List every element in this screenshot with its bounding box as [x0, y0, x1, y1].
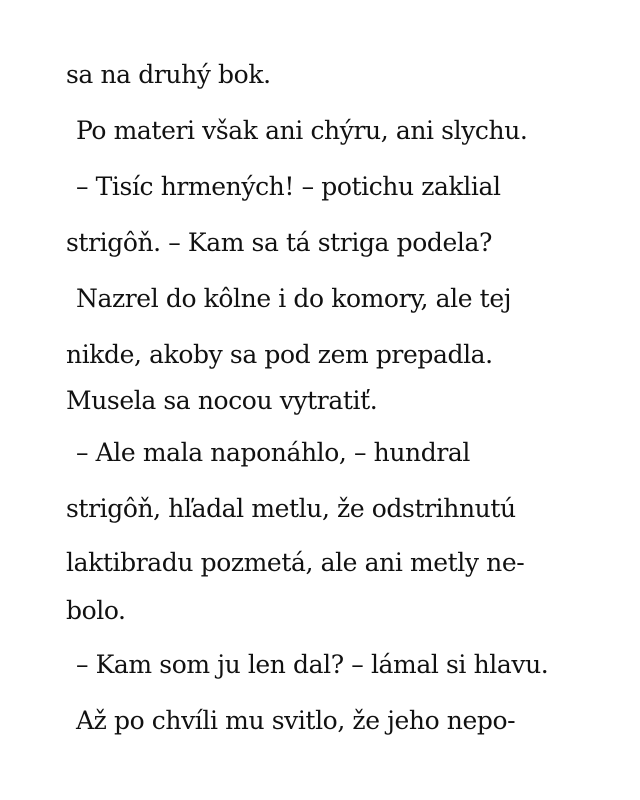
- text-line: nikde, akoby sa pod zem prepadla.: [66, 340, 493, 369]
- text-line: strigôň, hľadal metlu, že odstrihnutú: [66, 494, 516, 523]
- text-line: sa na druhý bok.: [66, 60, 271, 89]
- text-line: Až po chvíli mu svitlo, že jeho nepo-: [76, 706, 516, 735]
- text-line: Musela sa nocou vytratiť.: [66, 386, 378, 415]
- text-line: – Kam som ju len dal? – lámal si hlavu.: [76, 650, 549, 679]
- text-line: bolo.: [66, 596, 126, 625]
- text-line: strigôň. – Kam sa tá striga podela?: [66, 228, 492, 257]
- text-line: – Ale mala naponáhlo, – hundral: [76, 438, 471, 467]
- text-line: laktibradu pozmetá, ale ani metly ne-: [66, 548, 525, 577]
- text-line: Nazrel do kôlne i do komory, ale tej: [76, 284, 512, 313]
- text-line: Po materi však ani chýru, ani slychu.: [76, 116, 528, 145]
- text-line: – Tisíc hrmených! – potichu zaklial: [76, 172, 501, 201]
